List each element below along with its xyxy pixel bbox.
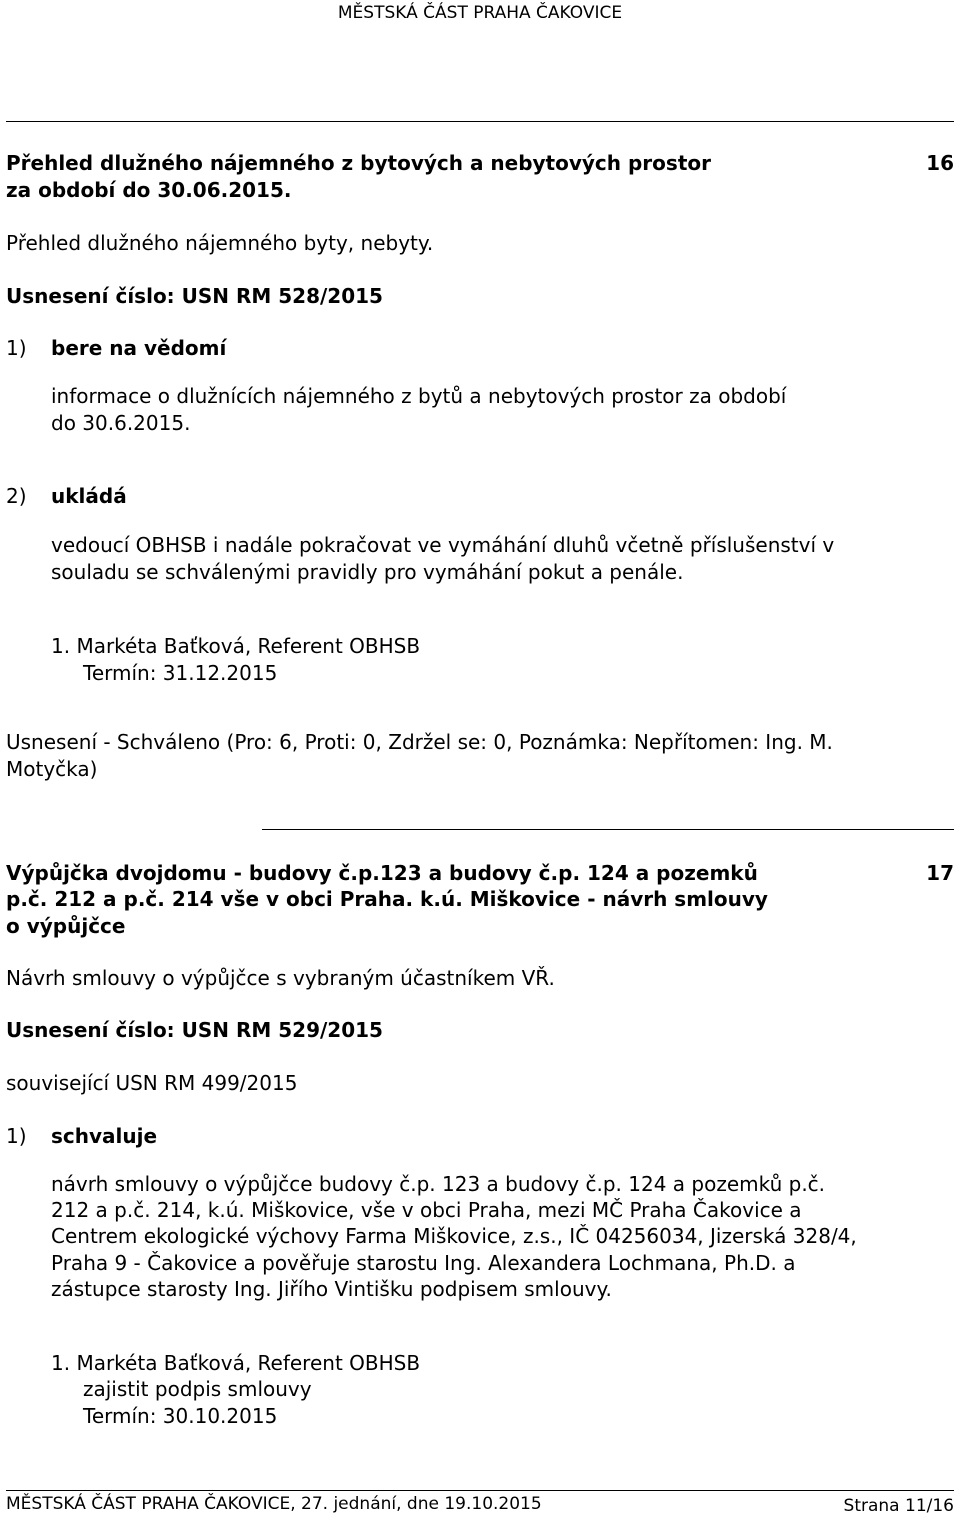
- header-divider: [6, 121, 954, 122]
- section-divider: [262, 829, 954, 830]
- item16-vote-line1: Usnesení - Schváleno (Pro: 6, Proti: 0, Zdržel se: 0, Poznámka: Nepřítomen: Ing. M.: [6, 730, 833, 754]
- item17-point1-line4: Praha 9 - Čakovice a pověřuje starostu Ing. Alexandera Lochmana, Ph.D. a: [51, 1251, 796, 1275]
- item16-task-person: 1. Markéta Baťková, Referent OBHSB: [51, 634, 421, 658]
- item17-summary: Návrh smlouvy o výpůjčce s vybraným účastníkem VŘ.: [6, 966, 555, 990]
- item17-point1-line2: 212 a p.č. 214, k.ú. Miškovice, vše v obci Praha, mezi MČ Praha Čakovice a: [51, 1198, 802, 1222]
- footer-meeting-info: MĚSTSKÁ ČÁST PRAHA ČAKOVICE, 27. jednání, dne 19.10.2015: [6, 1494, 542, 1514]
- item17-task-person: 1. Markéta Baťková, Referent OBHSB: [51, 1351, 421, 1375]
- item16-resolution-number: Usnesení číslo: USN RM 528/2015: [6, 284, 383, 308]
- item16-title-line2: za období do 30.06.2015.: [6, 178, 292, 202]
- item17-resolution-number: Usnesení číslo: USN RM 529/2015: [6, 1018, 383, 1042]
- item17-point1-line3: Centrem ekologické výchovy Farma Miškovice, z.s., IČ 04256034, Jizerská 328/4,: [51, 1224, 857, 1248]
- item16-vote-line2: Motyčka): [6, 757, 98, 781]
- item17-related-resolution: související USN RM 499/2015: [6, 1071, 298, 1095]
- item17-title-line1: Výpůjčka dvojdomu - budovy č.p.123 a budovy č.p. 124 a pozemků: [6, 861, 758, 885]
- item17-point1-line5: zástupce starosty Ing. Jiřího Vintišku podpisem smlouvy.: [51, 1277, 612, 1301]
- item16-point2-verb: ukládá: [51, 484, 127, 508]
- item17-title-line3: o výpůjčce: [6, 914, 126, 938]
- item17-task-description: zajistit podpis smlouvy: [83, 1377, 312, 1401]
- item16-point2-number: 2): [6, 484, 27, 508]
- item16-point1-verb: bere na vědomí: [51, 336, 227, 360]
- item16-point2-line2: souladu se schválenými pravidly pro vymáhání pokut a penále.: [51, 560, 684, 584]
- item16-task-deadline: Termín: 31.12.2015: [83, 661, 278, 685]
- item17-task-deadline: Termín: 30.10.2015: [83, 1404, 278, 1428]
- item16-point2-line1: vedoucí OBHSB i nadále pokračovat ve vymáhání dluhů včetně příslušenství v: [51, 533, 835, 557]
- item17-number: 17: [926, 861, 954, 885]
- item16-summary: Přehled dlužného nájemného byty, nebyty.: [6, 231, 434, 255]
- item16-point1-number: 1): [6, 336, 27, 360]
- footer-divider: [6, 1490, 954, 1491]
- item17-point1-line1: návrh smlouvy o výpůjčce budovy č.p. 123 a budovy č.p. 124 a pozemků p.č.: [51, 1172, 826, 1196]
- item16-point1-line1: informace o dlužnících nájemného z bytů a nebytových prostor za období: [51, 384, 787, 408]
- item16-point1-line2: do 30.6.2015.: [51, 411, 191, 435]
- item17-title-line2: p.č. 212 a p.č. 214 vše v obci Praha. k.ú. Miškovice - návrh smlouvy: [6, 887, 768, 911]
- item17-point1-number: 1): [6, 1124, 27, 1148]
- page-header-municipality: MĚSTSKÁ ČÁST PRAHA ČAKOVICE: [337, 3, 623, 23]
- item17-point1-verb: schvaluje: [51, 1124, 158, 1148]
- footer-page-number: Strana 11/16: [843, 1496, 954, 1516]
- item16-number: 16: [926, 151, 954, 175]
- item16-title-line1: Přehled dlužného nájemného z bytových a nebytových prostor: [6, 151, 711, 175]
